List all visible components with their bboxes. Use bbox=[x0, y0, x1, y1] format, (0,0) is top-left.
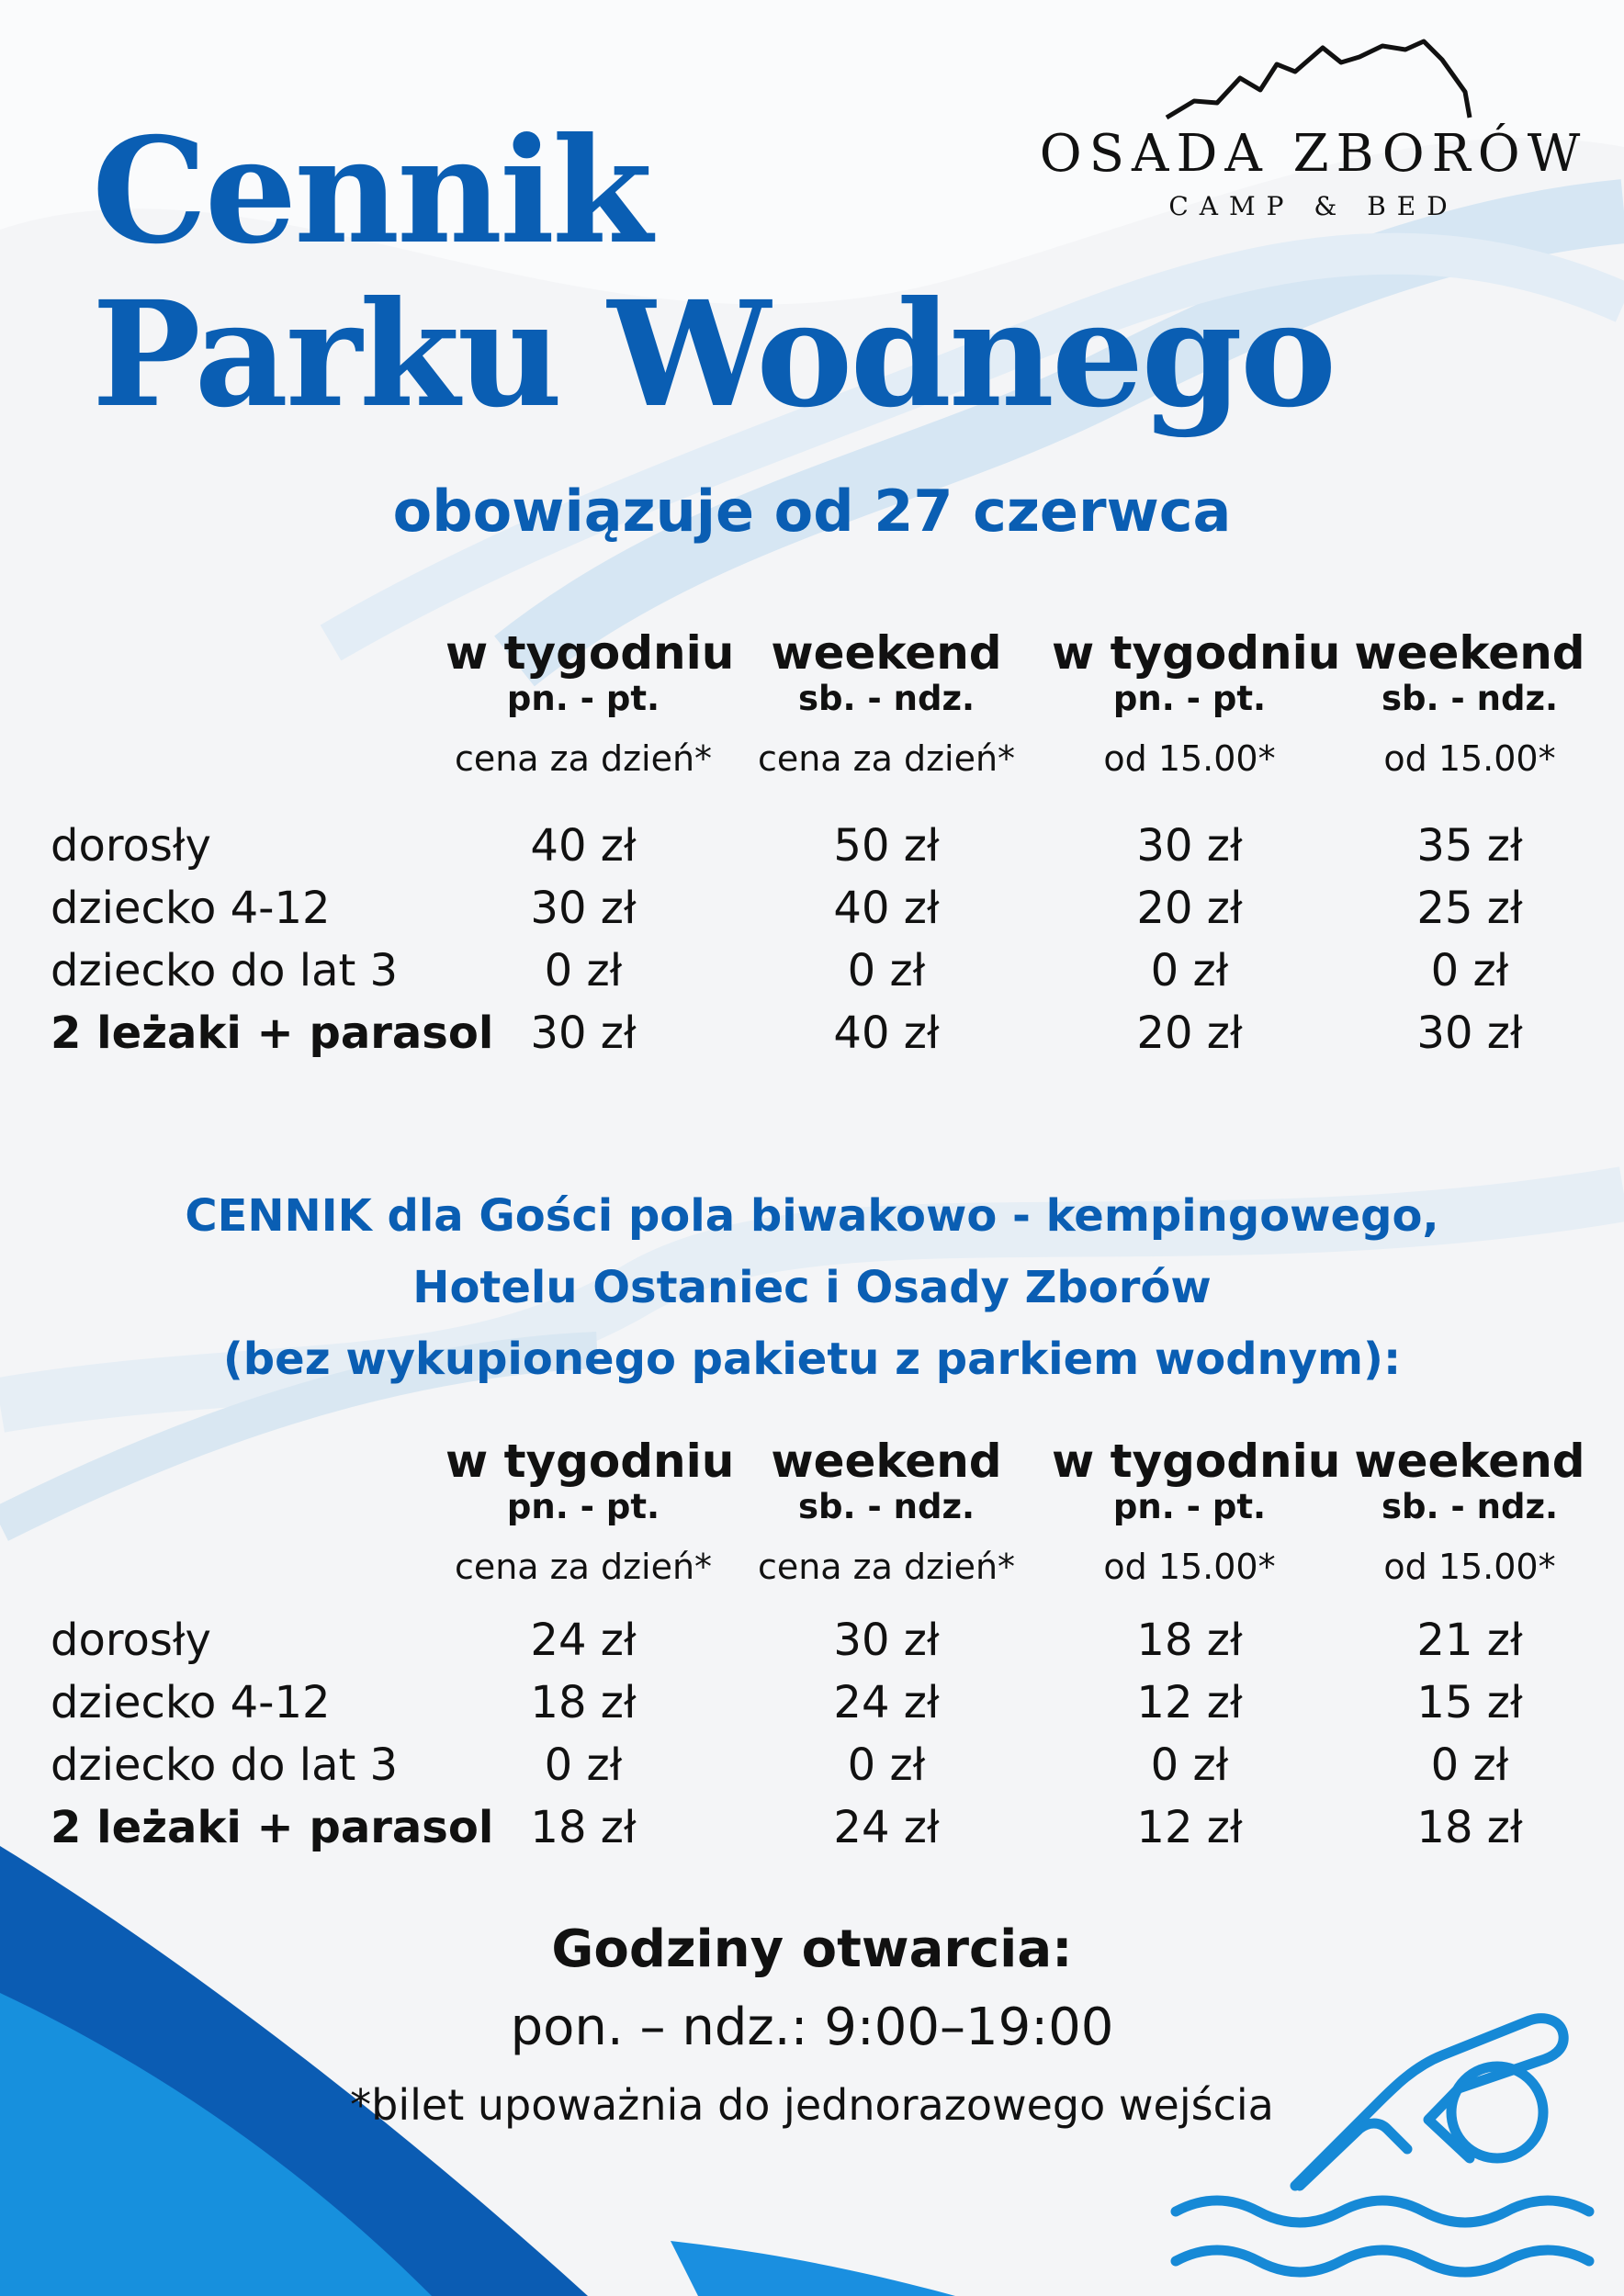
price-cell: 0 zł bbox=[847, 945, 926, 996]
row-label: 2 leżaki + parasol bbox=[51, 1007, 494, 1059]
column-title: w tygodniu bbox=[445, 626, 735, 680]
column-note: od 15.00* bbox=[1103, 738, 1276, 779]
column-header bbox=[1052, 1435, 1341, 1588]
price-cell: 40 zł bbox=[530, 820, 637, 872]
price-cell: 18 zł bbox=[530, 1802, 637, 1853]
price-cell: 0 zł bbox=[1430, 945, 1509, 996]
logo-tagline: CAMP & BED bbox=[1168, 191, 1459, 221]
column-header bbox=[1332, 1435, 1607, 1588]
price-cell: 0 zł bbox=[544, 945, 623, 996]
column-title: weekend bbox=[1354, 626, 1585, 680]
column-title: w tygodniu bbox=[1052, 1435, 1341, 1488]
row-label: dorosły bbox=[51, 820, 211, 872]
price-cell: 18 zł bbox=[1136, 1615, 1243, 1666]
row-label: dorosły bbox=[51, 1615, 211, 1666]
guest-heading-line-1: CENNIK dla Gości pola biwakowo - kempingowego, bbox=[185, 1190, 1439, 1242]
column-days: pn. - pt. bbox=[1112, 1487, 1267, 1526]
price-cell: 50 zł bbox=[833, 820, 940, 872]
column-title: weekend bbox=[771, 626, 1002, 680]
row-label: 2 leżaki + parasol bbox=[51, 1802, 494, 1853]
price-cell: 40 zł bbox=[833, 883, 940, 934]
column-note: cena za dzień* bbox=[757, 738, 1016, 779]
valid-from-date: obowiązuje od 27 czerwca bbox=[392, 478, 1232, 545]
price-cell: 35 zł bbox=[1416, 820, 1523, 872]
price-cell: 40 zł bbox=[833, 1007, 940, 1059]
column-title: w tygodniu bbox=[445, 1435, 735, 1488]
guest-heading-line-3: (bez wykupionego pakietu z parkiem wodnym): bbox=[222, 1334, 1402, 1385]
row-label: dziecko 4-12 bbox=[51, 883, 331, 934]
table-row bbox=[0, 1802, 1624, 1864]
price-cell: 0 zł bbox=[1430, 1739, 1509, 1791]
column-days: sb. - ndz. bbox=[797, 1487, 976, 1526]
price-cell: 0 zł bbox=[1150, 945, 1229, 996]
swimmer-icon bbox=[1167, 1993, 1598, 2287]
price-cell: 30 zł bbox=[1136, 820, 1243, 872]
price-cell: 30 zł bbox=[530, 1007, 637, 1059]
column-header bbox=[445, 1435, 735, 1588]
column-note: cena za dzień* bbox=[454, 1547, 713, 1587]
opening-hours-title: Godziny otwarcia: bbox=[551, 1919, 1073, 1979]
row-label: dziecko do lat 3 bbox=[51, 945, 399, 996]
column-title: weekend bbox=[1354, 1435, 1585, 1488]
price-cell: 12 zł bbox=[1136, 1677, 1243, 1728]
column-header bbox=[749, 1435, 1024, 1588]
column-note: od 15.00* bbox=[1383, 738, 1556, 779]
price-cell: 18 zł bbox=[1416, 1802, 1523, 1853]
price-cell: 0 zł bbox=[847, 1739, 926, 1791]
row-label: dziecko 4-12 bbox=[51, 1677, 331, 1728]
price-cell: 30 zł bbox=[833, 1615, 940, 1666]
price-cell: 0 zł bbox=[544, 1739, 623, 1791]
price-cell: 24 zł bbox=[833, 1802, 940, 1853]
price-cell: 21 zł bbox=[1416, 1615, 1523, 1666]
title-line-2: Parku Wodnego bbox=[92, 270, 1335, 440]
price-cell: 25 zł bbox=[1416, 883, 1523, 934]
price-cell: 12 zł bbox=[1136, 1802, 1243, 1853]
column-note: od 15.00* bbox=[1383, 1547, 1556, 1587]
price-cell: 18 zł bbox=[530, 1677, 637, 1728]
column-title: w tygodniu bbox=[1052, 626, 1341, 680]
logo-name: OSADA ZBORÓW bbox=[1039, 124, 1588, 184]
title-line-1: Cennik bbox=[92, 107, 650, 276]
table-row bbox=[0, 1739, 1624, 1802]
column-title: weekend bbox=[771, 1435, 1002, 1488]
price-cell: 24 zł bbox=[530, 1615, 637, 1666]
column-days: sb. - ndz. bbox=[1381, 679, 1559, 718]
column-days: sb. - ndz. bbox=[797, 679, 976, 718]
column-note: cena za dzień* bbox=[454, 738, 713, 779]
price-cell: 20 zł bbox=[1136, 1007, 1243, 1059]
column-note: od 15.00* bbox=[1103, 1547, 1276, 1587]
column-days: pn. - pt. bbox=[1112, 679, 1267, 718]
opening-hours-value: pon. – ndz.: 9:00–19:00 bbox=[510, 1998, 1114, 2057]
price-cell: 0 zł bbox=[1150, 1739, 1229, 1791]
price-cell: 30 zł bbox=[1416, 1007, 1523, 1059]
column-days: sb. - ndz. bbox=[1381, 1487, 1559, 1526]
price-cell: 30 zł bbox=[530, 883, 637, 934]
price-cell: 15 zł bbox=[1416, 1677, 1523, 1728]
guest-heading-line-2: Hotelu Ostaniec i Osady Zborów bbox=[412, 1262, 1212, 1313]
row-label: dziecko do lat 3 bbox=[51, 1739, 399, 1791]
table-row bbox=[0, 1677, 1624, 1739]
price-cell: 20 zł bbox=[1136, 883, 1243, 934]
ticket-note: *bilet upoważnia do jednorazowego wejścia bbox=[350, 2080, 1274, 2130]
price-cell: 24 zł bbox=[833, 1677, 940, 1728]
column-note: cena za dzień* bbox=[757, 1547, 1016, 1587]
table-row bbox=[0, 1615, 1624, 1677]
column-days: pn. - pt. bbox=[506, 1487, 660, 1526]
column-days: pn. - pt. bbox=[506, 679, 660, 718]
